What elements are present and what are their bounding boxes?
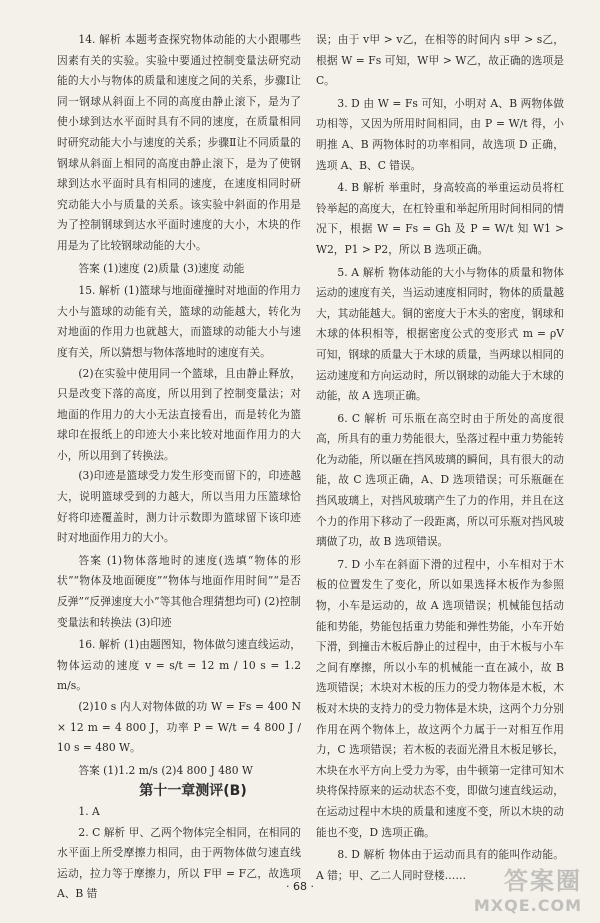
question-2-answer: 2. C 解析 甲、乙两个物体完全相同，在相同的水平面上所受摩擦力相同，由于两物体做匀速直线运动，拉力等于摩擦力，所以 F甲 = F乙，故选项 A、B 错	[57, 825, 301, 901]
question-5-answer: 5. A 解析 物体动能的大小与物体的质量和物体运动的速度有关，当运动速度相同时，物体的质量越大，其动能越大。铜的密度大于木头的密度，钢球和木球的体积相等，根据密度公式的变形式 m = ρV 可知，钢球的质量大于木球的质量，当两球以相同的运动速度和方向运动时，所以钢球的动能大于木球的动能，故 A 选项正确。	[316, 265, 564, 403]
question-4-answer: 4. B 解析 举重时，身高较高的举重运动员将杠铃举起的高度大，在杠铃重和举起所用时间相同的情况下，根据 W = Fs = Gh 及 P = W/t 知 W1 > W2，P1 > P2，所以 B 选项正确。	[316, 181, 564, 256]
chapter-heading: 第十一章测评(B)	[139, 783, 247, 800]
page-number: · 68 ·	[286, 880, 314, 893]
right-column	[316, 30, 564, 886]
solution-15-part1: 15. 解析 (1)篮球与地面碰撞时对地面的作用力大小与篮球的动能有关，篮球的动能越大，转化为对地面的作用力也就越大，而篮球的动能大小与速度有关，所以猜想与物体落地时的速度有关。	[57, 284, 301, 359]
watermark-logo	[474, 861, 582, 915]
answer-15: 答案 (1)物体落地时的速度(选填“物体的形状”“物体及地面硬度”“物体与地面作用时间”“是否反弹”“反弹速度大小”等其他合理猜想均可) (2)控制变量法和转换法 (3)印迹	[57, 553, 301, 629]
question-2-continued: 误；由于 v甲 > v乙，在相等的时间内 s甲 > s乙，根据 W = Fs 可知，W甲 > W乙，故正确的选项是 C。	[316, 33, 564, 88]
watermark-top: 答案圈	[504, 867, 582, 895]
question-7-answer: 7. D 小车在斜面下滑的过程中，小车相对于木板的位置发生了变化，所以如果选择木板作为参照物，小车是运动的，故 A 选项错误；机械能包括动能和势能，势能包括重力势能和弹性势能，小车开始下滑，到撞击木板后静止的过程中，由于木板与小车之间有摩擦，所以小车的机械能一直在减小，故 B 选项错误；木块对木板的压力的受力物体是木板，木板对木块的支持力的受力物体是木块，这两个力分别作用在两个物体上，故这两个力属于一对相互作用力，C 选项错误；若木板的表面光滑且木板足够长，木块在水平方向上受力为零，由牛顿第一定律可知木块将保持原来的运动状态不变，即做匀速直线运动，在运动过程中木块的质量和速度不变，所以木块的动能也不变，D 选项正确。	[316, 557, 564, 839]
solution-16-part1: 16. 解析 (1)由题图知，物体做匀速直线运动，物体运动的速度 v = s/t = 12 m / 10 s = 1.2 m/s。	[57, 638, 301, 693]
question-6-answer: 6. C 解析 可乐瓶在高空时由于所处的高度很高，所具有的重力势能很大，坠落过程中重力势能转化为动能，所以砸在挡风玻璃的瞬间，具有很大的动能，故 C 选项正确，A、D 选项错误；可乐瓶砸在挡风玻璃上，对挡风玻璃产生了力的作用，并且在这个力的作用下移动了一段距离，所以可乐瓶对挡风玻璃做了功，故 B 选项错误。	[316, 411, 564, 549]
answer-16: 答案 (1)1.2 m/s (2)4 800 J 480 W	[78, 763, 253, 777]
left-column	[57, 30, 301, 905]
question-1-answer: 1. A	[78, 804, 100, 818]
solution-14: 14. 解析 本题考查探究物体动能的大小跟哪些因素有关的实验。实验中要通过控制变量法研究动能的大小与物体的质量和速度之间的关系，步骤Ⅰ让同一钢球从斜面上不同的高度由静止滚下，是为了使小球到达水平面时具有不同的速度，在质量相同时研究动能大小与速度的关系；步骤Ⅱ让不同质量的钢球从斜面上相同的高度由静止滚下，是为了使钢球到达水平面时具有相同的速度，在速度相同时研究动能大小与质量的关系。该实验中斜面的作用是为了控制钢球到达水平面时速度的大小，木块的作用是为了比较钢球动能的大小。	[57, 33, 301, 252]
watermark-bottom: MXQE.COM	[473, 896, 582, 915]
answer-14: 答案 (1)速度 (2)质量 (3)速度 动能	[78, 261, 245, 275]
question-8-answer: 8. D 解析 物体由于运动而具有的能叫作动能。A 错；甲、乙二人同时登楼……	[316, 848, 564, 882]
solution-16-part2: (2)10 s 内人对物体做的功 W = Fs = 400 N × 12 m = 4 800 J，功率 P = W/t = 4 800 J / 10 s = 480 W。	[57, 700, 301, 755]
solution-15-part2: (2)在实验中使用同一个篮球，且由静止释放，只是改变下落的高度，所以用到了控制变量法；对地面的作用力的大小无法直接看出，而是转化为篮球印在报纸上的印迹大小来比较对地面作用力的大小，所以用到了转换法。	[57, 366, 301, 462]
question-3-answer: 3. D 由 W = Fs 可知，小明对 A、B 两物体做功相等，又因为所用时间相同，由 P = W/t 得，小明推 A、B 两物体时的功率相同，故选项 D 正确，选项 A、B、C 错误。	[316, 96, 564, 172]
solution-15-part3: (3)印迹是篮球受力发生形变而留下的，印迹越大，说明篮球受到的力越大，所以当用力压篮球恰好将印迹覆盖时，测力计示数即为篮球留下该印迹时对地面作用力的大小。	[57, 469, 301, 545]
